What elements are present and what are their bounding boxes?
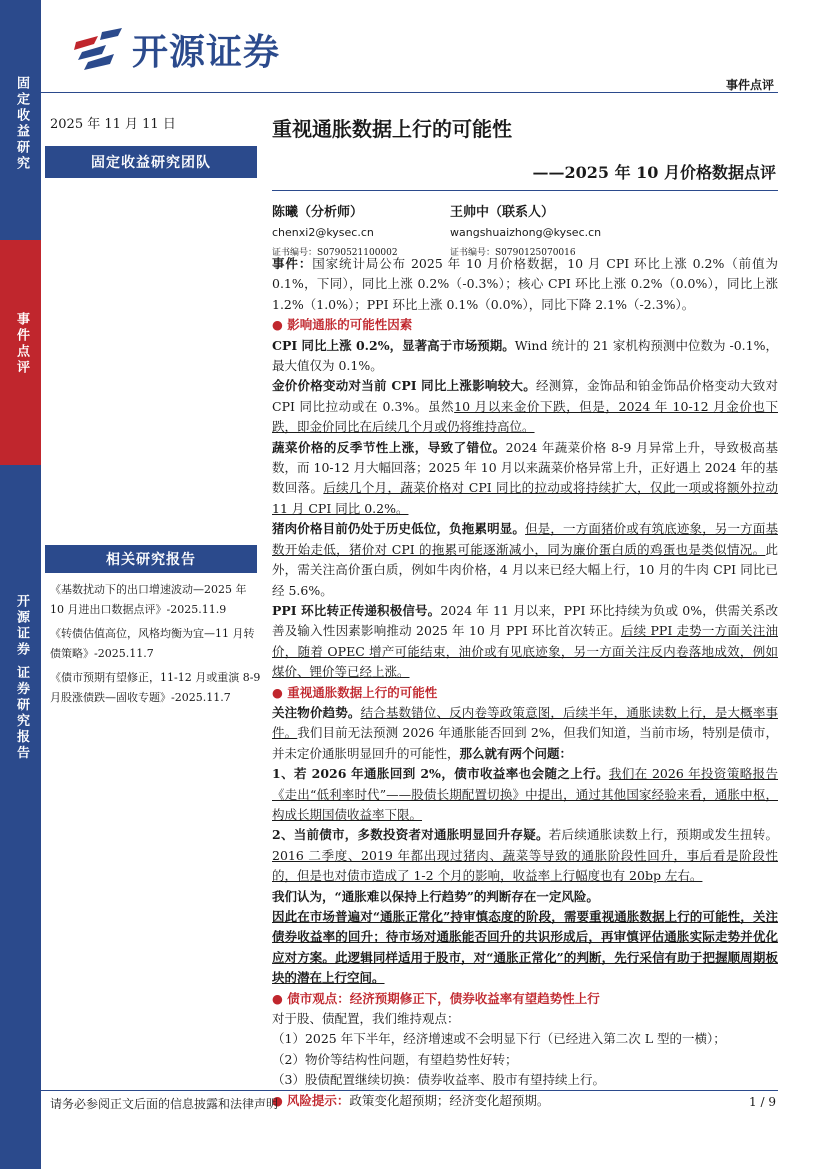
event-paragraph bbox=[272, 254, 778, 315]
related-report-item[interactable]: 《转债估值高位，风格均衡为宜—11 月转债策略》-2025.11.7 bbox=[50, 627, 255, 660]
body-text: Wind 统计的 21 家机构预测中位数为 -0.1%，最大值仅为 0.1%。 bbox=[272, 337, 778, 374]
related-report-item[interactable]: 《基数扰动下的出口增速波动—2025 年 10 月进出口数据点评》-2025.11.9 bbox=[50, 583, 247, 616]
page-number: 1 / 9 bbox=[749, 1095, 776, 1109]
event-label: 事件： bbox=[272, 256, 313, 271]
lead-text: 金价价格变动对当前 CPI 同比上涨影响较大。 bbox=[272, 378, 536, 394]
header-divider bbox=[41, 92, 778, 93]
sidebar-mid-block bbox=[0, 240, 41, 465]
risk-label: 风险提示： bbox=[286, 1092, 350, 1108]
section-heading bbox=[272, 315, 778, 335]
underlined-text: 2016 二季度、2019 年都出现过猪肉、蔬菜等导致的通胀阶段性回升，事后看是阶段性的，但是也对债市造成了 1-2 个月的影响，收益率上行幅度也有 20bp 左右。 bbox=[272, 847, 778, 884]
risk-text: 政策变化超预期；经济变化超预期。 bbox=[349, 1092, 550, 1108]
analyst-card bbox=[272, 201, 398, 258]
paragraph bbox=[272, 519, 778, 601]
underlined-text: 结合基数错位、反内卷等政策意图，后续半年，通胀读数上行，是大概率事件。 bbox=[272, 704, 778, 741]
section-title: 重视通胀数据上行的可能性 bbox=[287, 684, 438, 700]
related-reports-list bbox=[50, 580, 262, 712]
analyst-name: 陈曦（分析师） bbox=[272, 205, 364, 220]
sidebar-top-label: 固定收益研究 bbox=[14, 76, 29, 172]
sidebar-top-block bbox=[0, 62, 41, 232]
body-text: 若后续通胀读数上行，预期或发生扭转。 bbox=[548, 827, 778, 843]
bullet-icon: ● bbox=[272, 990, 288, 1006]
lead-text: 蔬菜价格的反季节性上涨，导致了错位。 bbox=[272, 439, 506, 455]
analyst-cert: 证书编号：S0790521100002 bbox=[272, 248, 398, 258]
paragraph bbox=[272, 703, 778, 764]
list-item: （1）2025 年下半年，经济增速或不会明显下行（已经进入第二次 L 型的一横）； bbox=[272, 1031, 726, 1047]
section-title: 债市观点：经济预期修正下，债券收益率有望趋势性上行 bbox=[287, 990, 600, 1006]
main-content bbox=[272, 254, 778, 1111]
underlined-text: 后续几个月，蔬菜价格对 CPI 同比的拉动或将持续扩大，仅此一项或将额外拉动 11 月 CPI 同比 0.2%。 bbox=[272, 480, 778, 516]
paragraph bbox=[272, 336, 778, 377]
brand-logo bbox=[72, 24, 280, 75]
underlined-text: 但是，一方面猪价或有筑底迹象，另一方面基数开始走低，猪价对 CPI 的拖累可能逐渐减小，同为廉价蛋白质的鸡蛋也是类似情况。 bbox=[272, 521, 778, 557]
report-date: 2025 年 11 月 11 日 bbox=[50, 117, 176, 132]
paragraph: 因此在市场普遍对“通胀正常化”持审慎态度的阶段，需要重视通胀数据上行的可能性，关注债券收益率的回升；待市场对通胀能否回升的共识形成后，再审慎评估通胀实际走势并优化应对方案。此逻辑同样适用于股市，对“通胀正常化”的判断，先行采信有助于把握顺周期板块的潜在上行空间。 bbox=[272, 909, 778, 986]
paragraph bbox=[272, 825, 778, 886]
lead-text: 2、当前债市，多数投资者对通胀明显回升存疑。 bbox=[272, 827, 549, 843]
lead-text: 关注物价趋势。 bbox=[272, 704, 361, 720]
sidebar-bottom-block bbox=[0, 470, 41, 1169]
paragraph: 我们认为，“通胀难以保持上行趋势”的判断存在一定风险。 bbox=[272, 888, 599, 904]
title-divider bbox=[272, 190, 778, 191]
body-text: 此外，需关注高价蛋白质，例如牛肉价格，4 月以来已经大幅上行，10 月的牛肉 CPI 同比已经 5.6%。 bbox=[272, 541, 778, 598]
underlined-text: 我们在 2026 年投资策略报告《走出“低利率时代”——股债长期配置切换》中提出，通过其他国家经验来看，通胀中枢，构成长期国债收益率下限。 bbox=[272, 766, 778, 822]
brand-mark-icon bbox=[72, 28, 124, 72]
related-reports-title: 相关研究报告 bbox=[45, 545, 257, 573]
lead-text: 猪肉价格目前仍处于历史低位，负拖累明显。 bbox=[272, 521, 526, 537]
sidebar bbox=[0, 0, 41, 1169]
contact-email[interactable]: wangshuaizhong@kysec.cn bbox=[450, 226, 602, 239]
lead-text: 那么就有两个问题： bbox=[459, 745, 573, 761]
body-text: 我们目前无法预测 2026 年通胀能否回到 2%，但我们知道，当前市场，特别是债市，并未定价通胀明显回升的可能性， bbox=[272, 725, 778, 761]
lead-text: 1、若 2026 年通胀回到 2%，债市收益率也会随之上行。 bbox=[272, 766, 609, 782]
footer-disclaimer: 请务必参阅正文后面的信息披露和法律声明 bbox=[50, 1097, 279, 1111]
body-text: 经测算，金饰品和铂金饰品价格变动大致对 CPI 同比拉动或在 0.3%。虽然 bbox=[272, 378, 778, 414]
page-subtitle: ——2025 年 10 月价格数据点评 bbox=[532, 163, 776, 182]
section-heading bbox=[272, 683, 778, 703]
paragraph bbox=[272, 376, 778, 437]
bullet-icon: ● bbox=[272, 317, 288, 333]
bullet-icon: ● bbox=[272, 1092, 287, 1108]
bullet-icon: ● bbox=[272, 684, 288, 700]
section-title: 影响通胀的可能性因素 bbox=[287, 317, 413, 333]
contact-card bbox=[450, 201, 601, 258]
page-title: 重视通胀数据上行的可能性 bbox=[272, 117, 512, 141]
paragraph bbox=[272, 438, 778, 520]
event-text: 国家统计局公布 2025 年 10 月价格数据，10 月 CPI 环比上涨 0.2%（前值为 0.1%，下同），同比上涨 0.2%（-0.3%）；核心 CPI 环比上涨 0.2%（0.0%），同比上涨 1.2%（1.0%）；PPI 环比上涨 0.1%（0.0%），同比下降 2.1%（-2.3%）。 bbox=[272, 256, 778, 312]
underlined-text: 10 月以来金价下跌，但是，2024 年 10-12 月金价也下跌，即金价同比在后续几个月或仍将维持高位。 bbox=[272, 398, 778, 435]
sidebar-bottom-label: 开源证券 证券研究报告 bbox=[14, 594, 29, 762]
brand-name: 开源证券 bbox=[132, 32, 281, 73]
lead-text: PPI 环比转正传递积极信号。 bbox=[272, 602, 441, 618]
footer-divider bbox=[41, 1090, 778, 1091]
section-heading bbox=[272, 989, 778, 1009]
list-item: （2）物价等结构性问题，有望趋势性好转； bbox=[272, 1051, 518, 1067]
related-report-item[interactable]: 《债市预期有望修正，11-12 月或重演 8-9 月股涨债跌—固收专题》-2025.11.7 bbox=[50, 671, 261, 704]
team-banner: 固定收益研究团队 bbox=[45, 146, 257, 178]
paragraph bbox=[272, 601, 778, 683]
body-text: 2024 年 11 月以来，PPI 环比持续为负或 0%，供需关系改善及输入性因素影响推动 2025 年 10 月 PPI 环比首次转正。 bbox=[272, 602, 778, 639]
body-text: 2024 年蔬菜价格 8-9 月异常上升，导致极高基数，而 10-12 月大幅回落；2025 年 10 月以来蔬菜价格异常上升，正好遇上 2024 年的基数回落。 bbox=[272, 439, 778, 496]
contact-name: 王帅中（联系人） bbox=[450, 205, 555, 220]
underlined-text: 后续 PPI 走势一方面关注油价，随着 OPEC 增产可能结束，油价或有见底迹象，另一方面关注反内卷落地成效，例如煤价、锂价等已经上涨。 bbox=[272, 623, 778, 680]
lead-text: CPI 同比上涨 0.2%，显著高于市场预期。 bbox=[272, 337, 515, 353]
paragraph: 对于股、债配置，我们维持观点： bbox=[272, 1011, 460, 1027]
sidebar-mid-label: 事件点评 bbox=[14, 312, 29, 376]
paragraph bbox=[272, 764, 778, 825]
analyst-email[interactable]: chenxi2@kysec.cn bbox=[272, 226, 374, 239]
risk-paragraph bbox=[272, 1091, 778, 1111]
contact-cert: 证书编号：S0790125070016 bbox=[450, 248, 576, 258]
doc-type-label: 事件点评 bbox=[725, 78, 774, 92]
list-item: （3）股债配置继续切换：债券收益率、股市有望持续上行。 bbox=[272, 1072, 605, 1088]
